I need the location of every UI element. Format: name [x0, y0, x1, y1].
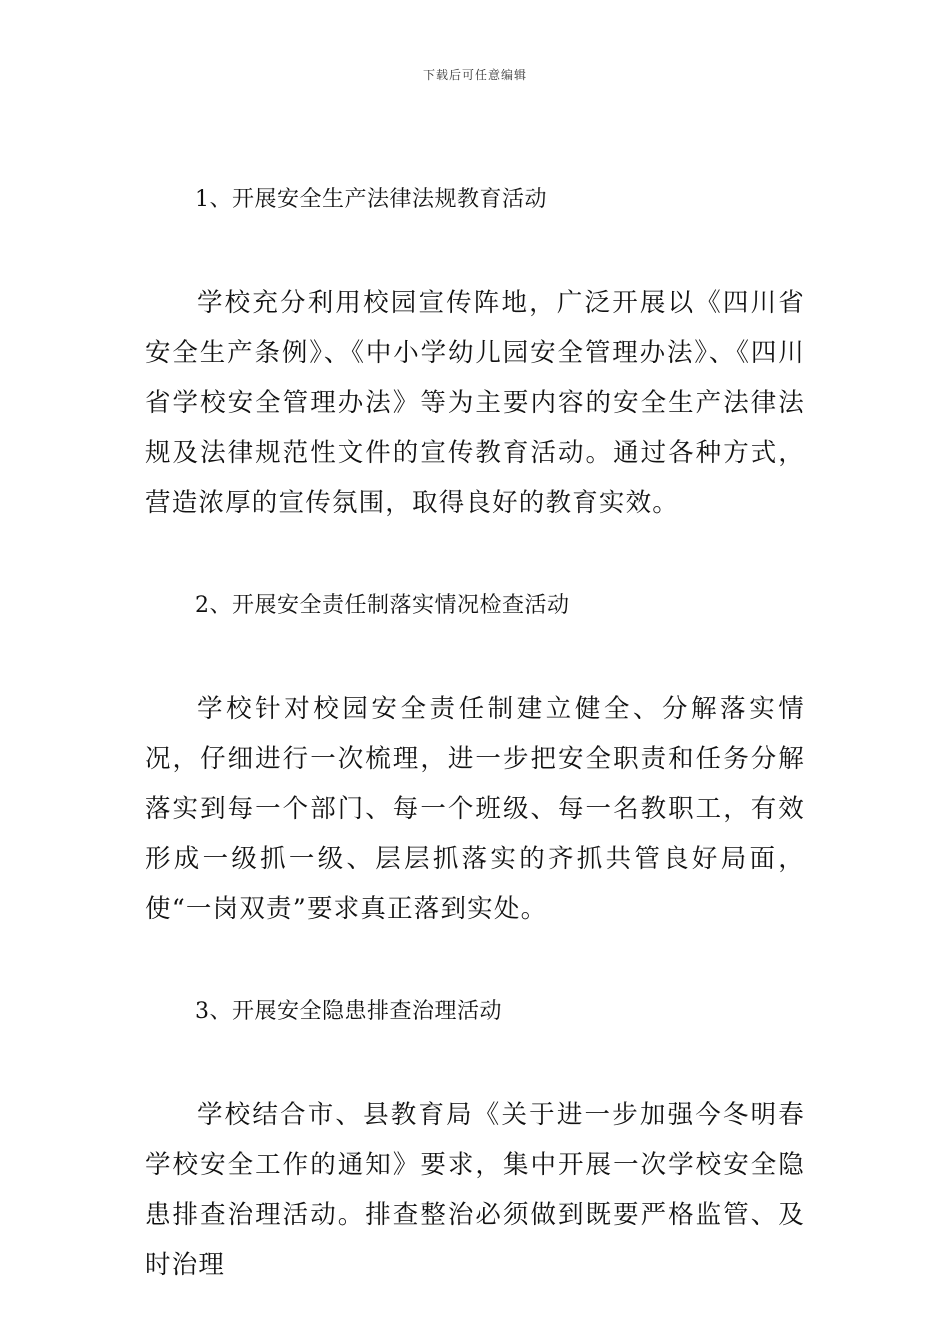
section-paragraph-3: 学校结合市、县教育局《关于进一步加强今冬明春学校安全工作的通知》要求，集中开展一次学校安全隐患排查治理活动。排查整治必须做到既要严格监管、及时治理: [145, 1100, 805, 1280]
section-paragraph-1: 学校充分利用校园宣传阵地，广泛开展以《四川省安全生产条例》、《中小学幼儿园安全管理办法》、《四川省学校安全管理办法》等为主要内容的安全生产法律法规及法律规范性文件的宣传教育活动。通过各种方式，营造浓厚的宣传氛围，取得良好的教育实效。: [145, 288, 805, 518]
document-body: [145, 178, 805, 1290]
header-note: 下载后可任意编辑: [422, 68, 527, 82]
section-heading-1: 1、开展安全生产法律法规教育活动: [195, 187, 547, 212]
section-heading-3: 3、开展安全隐患排查治理活动: [195, 999, 502, 1024]
section-heading-2: 2、开展安全责任制落实情况检查活动: [195, 593, 570, 618]
section-paragraph-2: 学校针对校园安全责任制建立健全、分解落实情况，仔细进行一次梳理，进一步把安全职责和任务分解落实到每一个部门、每一个班级、每一名教职工，有效形成一级抓一级、层层抓落实的齐抓共管良好局面，使“一岗双责”要求真正落到实处。: [145, 694, 805, 924]
